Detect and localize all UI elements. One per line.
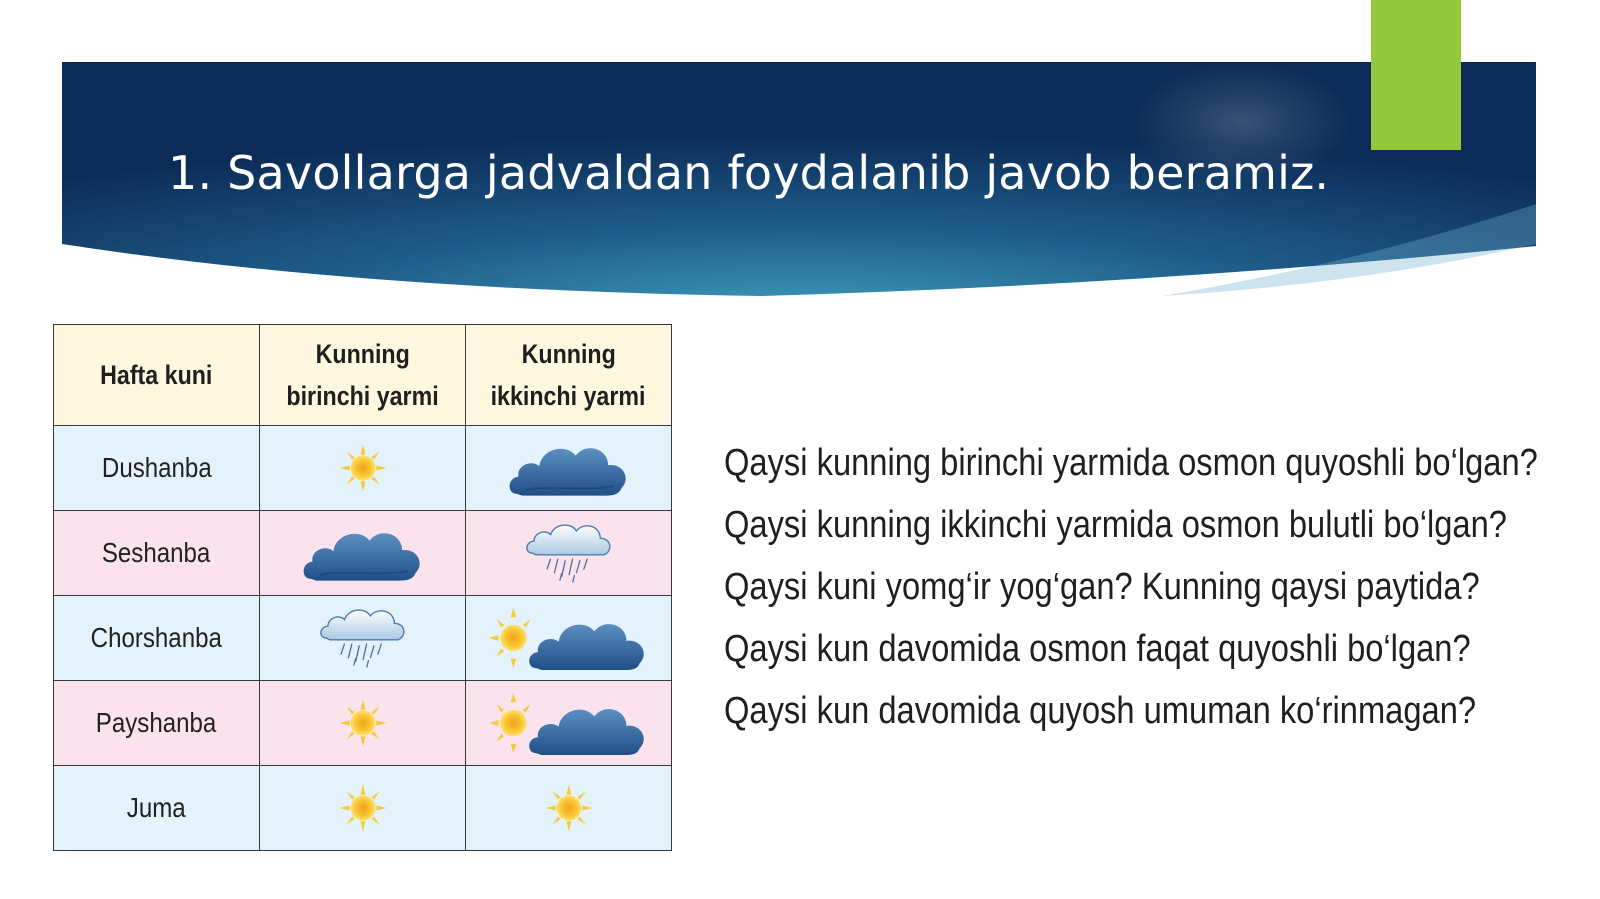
cloud-icon [507,433,631,503]
table-header-row [54,325,672,426]
accent-bar [1371,0,1461,150]
table-row [54,766,672,851]
cloud-icon [301,518,425,588]
table-row [54,681,672,766]
weather-cell [466,766,672,851]
weather-cell [260,766,466,851]
day-cell: Dushanba [54,426,260,511]
question-item: Qaysi kun davomida quyosh umuman ko‘rinmagan? [724,690,1477,732]
weather-cell [260,596,466,681]
sun-icon [338,438,388,498]
rain-cloud-icon [523,516,615,590]
weather-cell [466,426,672,511]
question-item: Qaysi kunning ikkinchi yarmida osmon bulutli bo‘lgan? [724,504,1507,546]
header-second-half: Kunning ikkinchi yarmi [466,325,672,426]
weather-cell [260,426,466,511]
rain-cloud-icon [317,601,409,675]
table-row [54,511,672,596]
sun-icon [338,693,388,753]
weather-table [53,324,672,851]
day-cell: Payshanba [54,681,260,766]
question-item: Qaysi kun davomida osmon faqat quyoshli bo‘lgan? [724,628,1471,670]
weather-cell [260,511,466,596]
header-weekday: Hafta kuni [54,325,260,426]
slide-title: 1. Savollarga jadvaldan foydalanib javob beramiz. [168,146,1330,200]
weather-cell [466,596,672,681]
weather-cell [466,681,672,766]
sun-behind-cloud-icon [489,687,649,759]
question-item: Qaysi kunning birinchi yarmida osmon quyoshli bo‘lgan? [724,442,1538,484]
day-cell: Seshanba [54,511,260,596]
table-row [54,596,672,681]
header-first-half: Kunning birinchi yarmi [260,325,466,426]
title-banner [62,62,1536,312]
weather-cell [260,681,466,766]
sun-behind-cloud-icon [489,602,649,674]
day-cell: Juma [54,766,260,851]
table-row [54,426,672,511]
weather-cell [466,511,672,596]
sun-icon [338,778,388,838]
question-item: Qaysi kuni yomg‘ir yog‘gan? Kunning qaysi paytida? [724,566,1480,608]
sun-icon [544,778,594,838]
question-list [724,438,1544,748]
day-cell: Chorshanba [54,596,260,681]
